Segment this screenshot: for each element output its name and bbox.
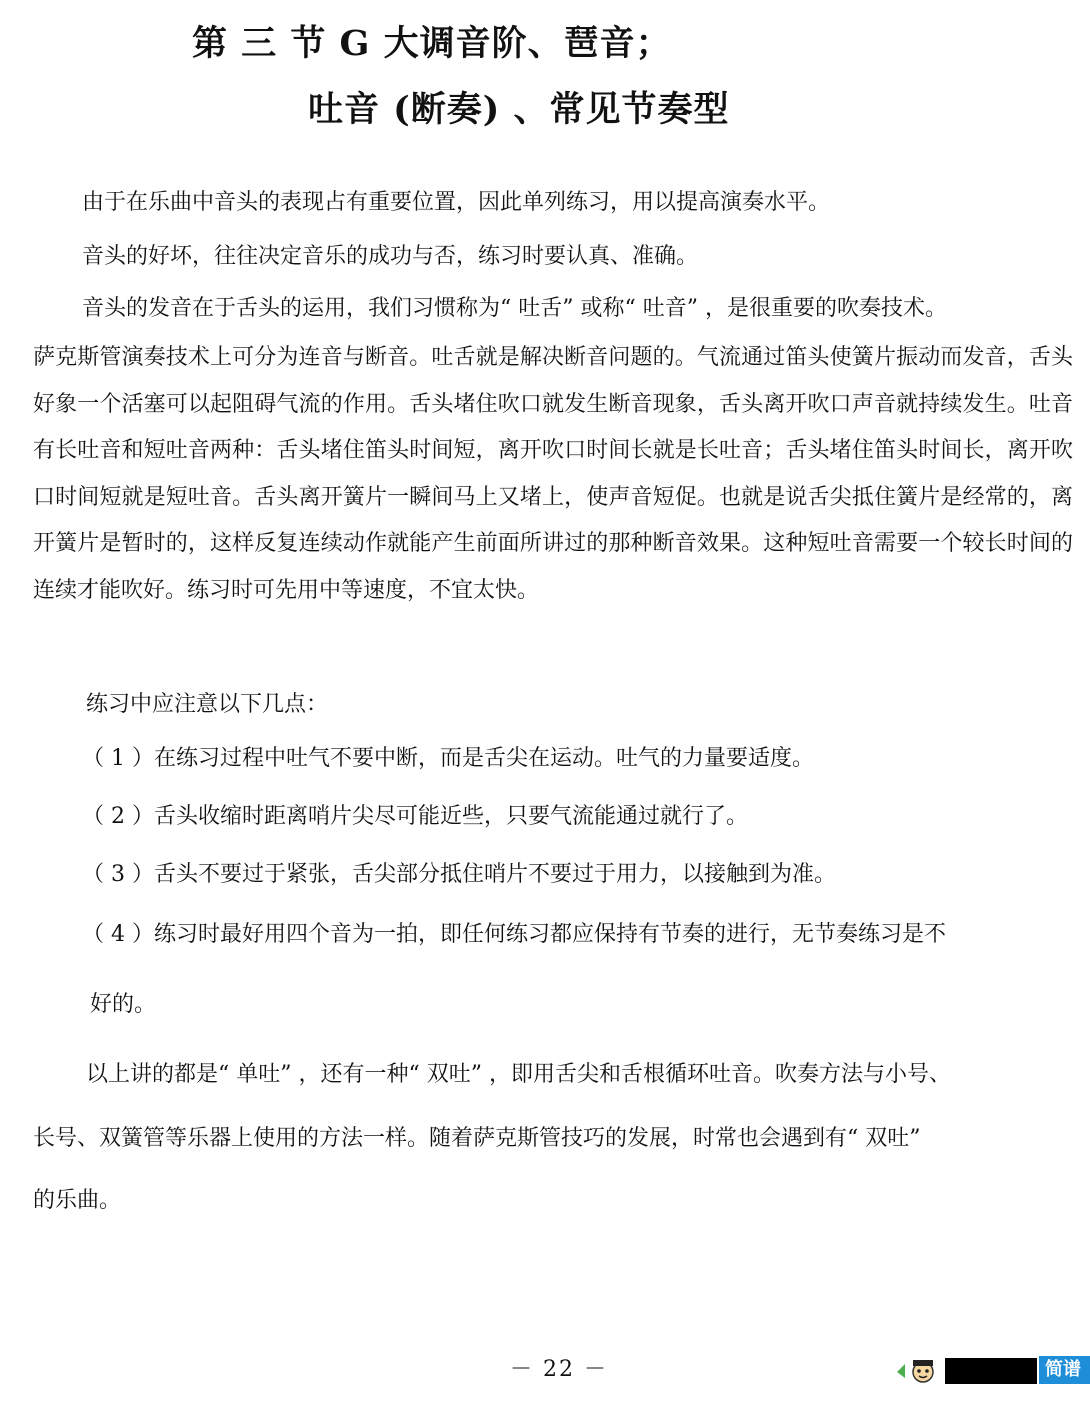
cartoon-mascot-icon	[895, 1358, 943, 1384]
paragraph-double-tongue-line1: 以上讲的都是“ 单吐” ，还有一种“ 双吐” ，即用舌尖和舌根循环吐音。吹奏方法与小号、	[86, 1062, 951, 1087]
section-subtitle: 吐音 (断奏) 、常见节奏型	[308, 89, 730, 130]
note-item-4: （ 4 ）练习时最好用四个音为一拍，即任何练习都应保持有节奏的进行，无节奏练习是不	[82, 922, 946, 947]
paragraph-technique-body: 萨克斯管演奏技术上可分为连音与断音。吐舌就是解决断音问题的。气流通过笛头使簧片振动而发音，舌头好象一个活塞可以起阻碍气流的作用。舌头堵住吹口就发生断音现象，舌头离开吹口声音就持续发生。吐音有长吐音和短吐音两种：舌头堵住笛头时间短，离开吹口时间长就是长吐音；舌头堵住笛头时间长，离开吹口时间短就是短吐音。舌头离开簧片一瞬间马上又堵上，使声音短促。也就是说舌尖抵住簧片是经常的，离开簧片是暂时的，这样反复连续动作就能产生前面所讲过的那种断音效果。这种短吐音需要一个较长时间的连续才能吹好。练习时可先用中等速度，不宜太快。	[33, 345, 1073, 603]
paragraph-intro: 由于在乐曲中音头的表现占有重要位置，因此单列练习，用以提高演奏水平。	[82, 190, 831, 215]
paragraph-technique-first-line: 音头的发音在于舌头的运用，我们习惯称为“ 吐舌” 或称“ 吐音” ，是很重要的吹奏技术。	[82, 296, 947, 321]
watermark-text: 简谱网	[1039, 1356, 1090, 1384]
note-item-3: （ 3 ）舌头不要过于紧张，舌尖部分抵住哨片不要过于用力，以接触到为准。	[82, 862, 836, 887]
notes-intro: 练习中应注意以下几点：	[86, 692, 329, 717]
section-title: 第 三 节 G 大调音阶、琶音；	[192, 23, 672, 64]
page-number: － 22 －	[510, 1357, 608, 1382]
paragraph-double-tongue-line2: 长号、双簧管等乐器上使用的方法一样。随着萨克斯管技巧的发展，时常也会遇到有“ 双吐”	[33, 1126, 921, 1151]
note-item-1: （ 1 ）在练习过程中吐气不要中断，而是舌尖在运动。吐气的力量要适度。	[82, 746, 814, 771]
redacted-bar	[945, 1358, 1037, 1384]
paragraph-importance: 音头的好坏，往往决定音乐的成功与否，练习时要认真、准确。	[82, 244, 699, 269]
note-item-4-continued: 好的。	[90, 992, 157, 1017]
watermark	[895, 1350, 1090, 1408]
note-item-2: （ 2 ）舌头收缩时距离哨片尖尽可能近些，只要气流能通过就行了。	[82, 804, 748, 829]
paragraph-double-tongue-line3: 的乐曲。	[33, 1188, 122, 1213]
